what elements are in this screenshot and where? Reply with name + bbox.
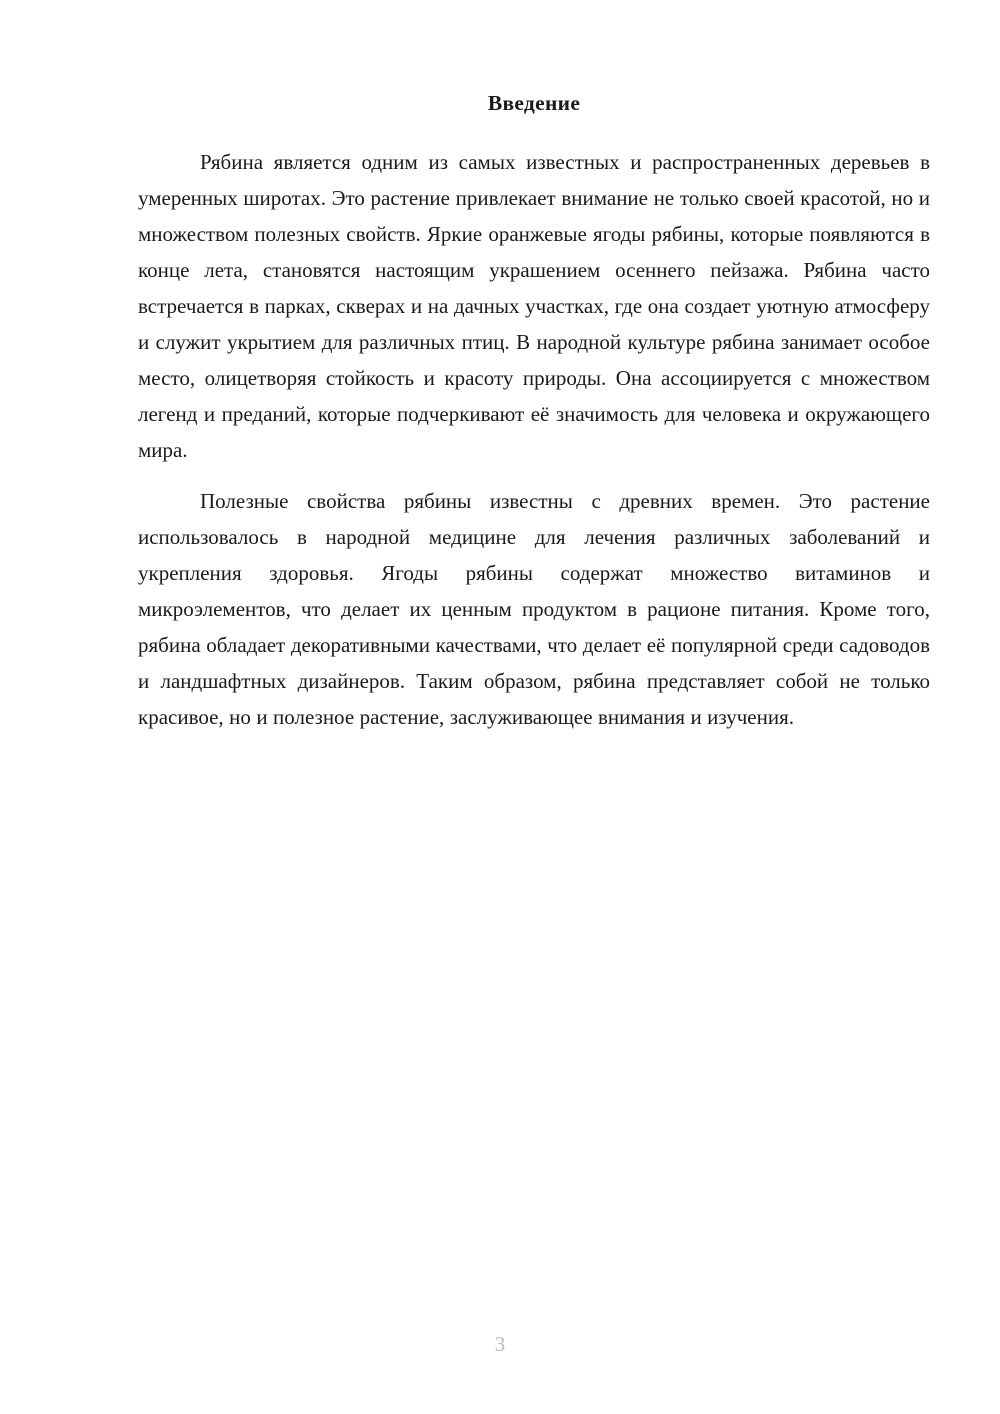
page-title: Введение <box>487 91 581 115</box>
body-paragraph: Полезные свойства рябины известны с древних времен. Это растение использовалось в народной медицине для лечения различных заболеваний и укрепления здоровья. Ягоды рябины содержат множество витаминов и микроэлементов, что делает их ценным продуктом в рационе питания. Кроме того, рябина обладает декоративными качествами, что делает её популярной среди садоводов и ландшафтных дизайнеров. Таким образом, рябина представляет собой не только красивое, но и полезное растение, заслуживающее внимания и изучения. <box>138 489 930 729</box>
document-body <box>138 88 930 735</box>
body-paragraph: Рябина является одним из самых известных и распространенных деревьев в умеренных широтах. Это растение привлекает внимание не только своей красотой, но и множеством полезных свойств. Яркие оранжевые ягоды рябины, которые появляются в конце лета, становятся настоящим украшением осеннего пейзажа. Рябина часто встречается в парках, скверах и на дачных участках, где она создает уютную атмосферу и служит укрытием для различных птиц. В народной культуре рябина занимает особое место, олицетворяя стойкость и красоту природы. Она ассоциируется с множеством легенд и преданий, которые подчеркивают её значимость для человека и окружающего мира. <box>138 150 930 462</box>
page-number: 3 <box>494 1332 506 1356</box>
